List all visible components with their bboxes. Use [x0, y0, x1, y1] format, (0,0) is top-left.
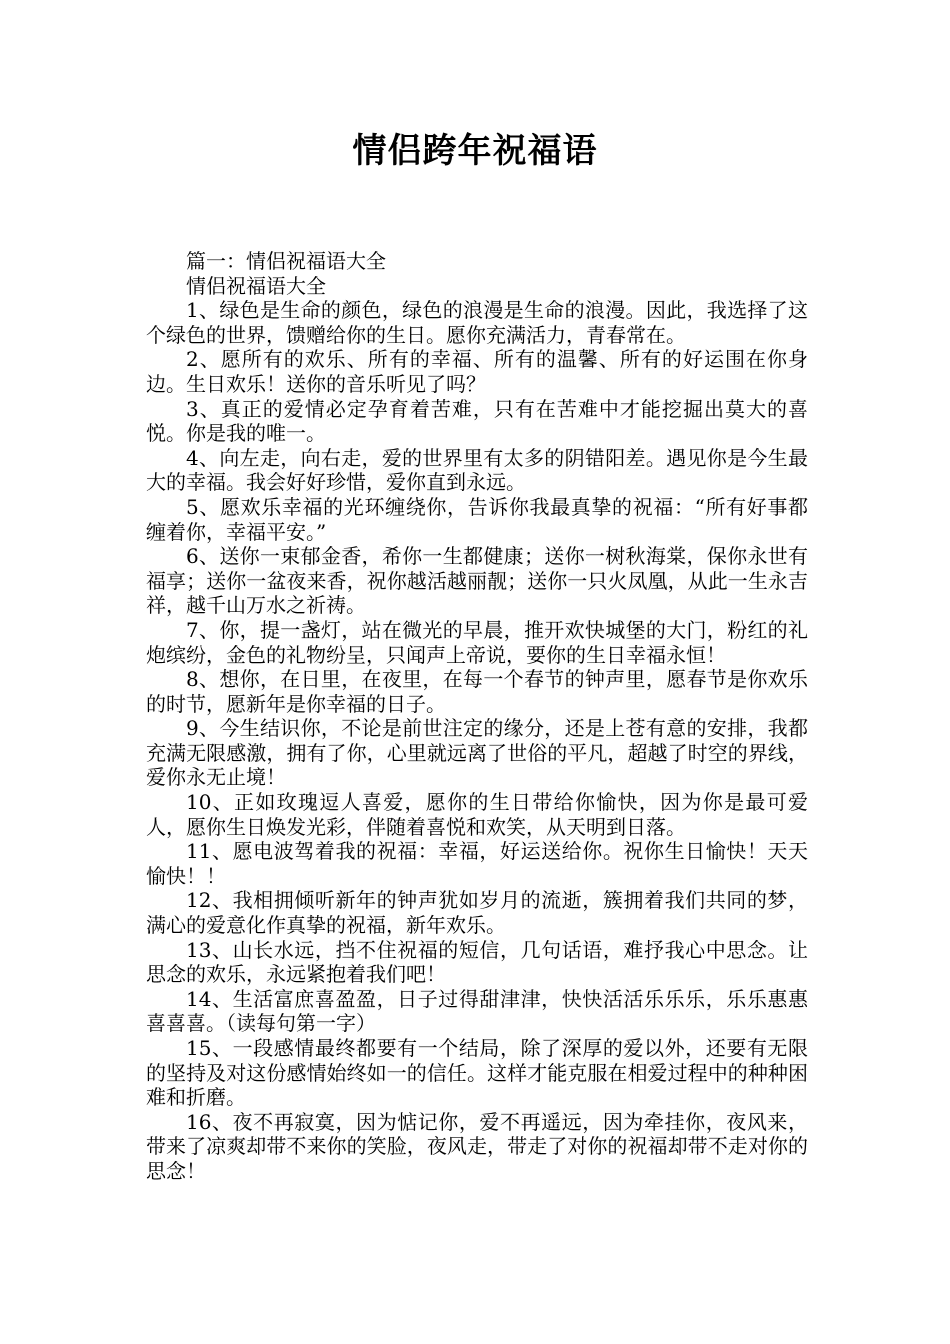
- paragraph-15: 15、一段感情最终都要有一个结局，除了深厚的爱以外，还要有无限的坚持及对这份感情始终如一的信任。这样才能克服在相爱过程中的种种困难和折磨。: [146, 1036, 808, 1110]
- paragraph-10: 10、正如玫瑰逗人喜爱，愿你的生日带给你愉快，因为你是最可爱人，愿你生日焕发光彩，伴随着喜悦和欢笑，从天明到日落。: [146, 790, 808, 839]
- paragraph-11: 11、愿电波驾着我的祝福：幸福，好运送给你。祝你生日愉快！天天愉快！！: [146, 839, 808, 888]
- paragraph-6: 6、送你一束郁金香，希你一生都健康；送你一树秋海棠，保你永世有福享；送你一盆夜来香，祝你越活越丽靓；送你一只火凤凰，从此一生永吉祥，越千山万水之祈祷。: [146, 544, 808, 618]
- paragraph-4: 4、向左走，向右走，爱的世界里有太多的阴错阳差。遇见你是今生最大的幸福。我会好好珍惜，爱你直到永远。: [146, 445, 808, 495]
- paragraph-12: 12、我相拥倾听新年的钟声犹如岁月的流逝，簇拥着我们共同的梦，满心的爱意化作真挚的祝福，新年欢乐。: [146, 888, 808, 938]
- paragraph-1: 1、绿色是生命的颜色，绿色的浪漫是生命的浪漫。因此，我选择了这个绿色的世界，馈赠给你的生日。愿你充满活力，青春常在。: [146, 298, 808, 347]
- paragraph-13: 13、山长水远，挡不住祝福的短信，几句话语，难抒我心中思念。让思念的欢乐，永远紧抱着我们吧！: [146, 937, 808, 987]
- paragraph-8: 8、想你，在日里，在夜里，在每一个春节的钟声里，愿春节是你欢乐的时节，愿新年是你幸福的日子。: [146, 667, 808, 716]
- document-body: [146, 249, 808, 1184]
- section-heading: 篇一：情侣祝福语大全: [186, 249, 386, 273]
- paragraph-5: 5、愿欢乐幸福的光环缠绕你，告诉你我最真挚的祝福：“所有好事都缠着你，幸福平安。”: [146, 494, 808, 544]
- paragraph-2: 2、愿所有的欢乐、所有的幸福、所有的温馨、所有的好运围在你身边。生日欢乐！送你的音乐听见了吗？: [146, 347, 808, 396]
- paragraph-16: 16、夜不再寂寞，因为惦记你，爱不再遥远，因为牵挂你，夜风来，带来了凉爽却带不来你的笑脸，夜风走，带走了对你的祝福却带不走对你的思念！: [146, 1109, 808, 1183]
- paragraph-9: 9、今生结识你，不论是前世注定的缘分，还是上苍有意的安排，我都充满无限感激，拥有了你，心里就远离了世俗的平凡，超越了时空的界线，爱你永无止境！: [146, 716, 808, 790]
- paragraph-7: 7、你，提一盏灯，站在微光的早晨，推开欢快城堡的大门，粉红的礼炮缤纷，金色的礼物纷呈，只闻声上帝说，要你的生日幸福永恒！: [146, 617, 808, 667]
- section-subheading: 情侣祝福语大全: [186, 273, 326, 298]
- document-title: 情侣跨年祝福语: [352, 131, 598, 171]
- paragraph-14: 14、生活富庶喜盈盈，日子过得甜津津，快快活活乐乐乐，乐乐惠惠喜喜喜。（读每句第一字）: [146, 986, 808, 1036]
- paragraph-3: 3、真正的爱情必定孕育着苦难，只有在苦难中才能挖掘出莫大的喜悦。你是我的唯一。: [146, 396, 808, 446]
